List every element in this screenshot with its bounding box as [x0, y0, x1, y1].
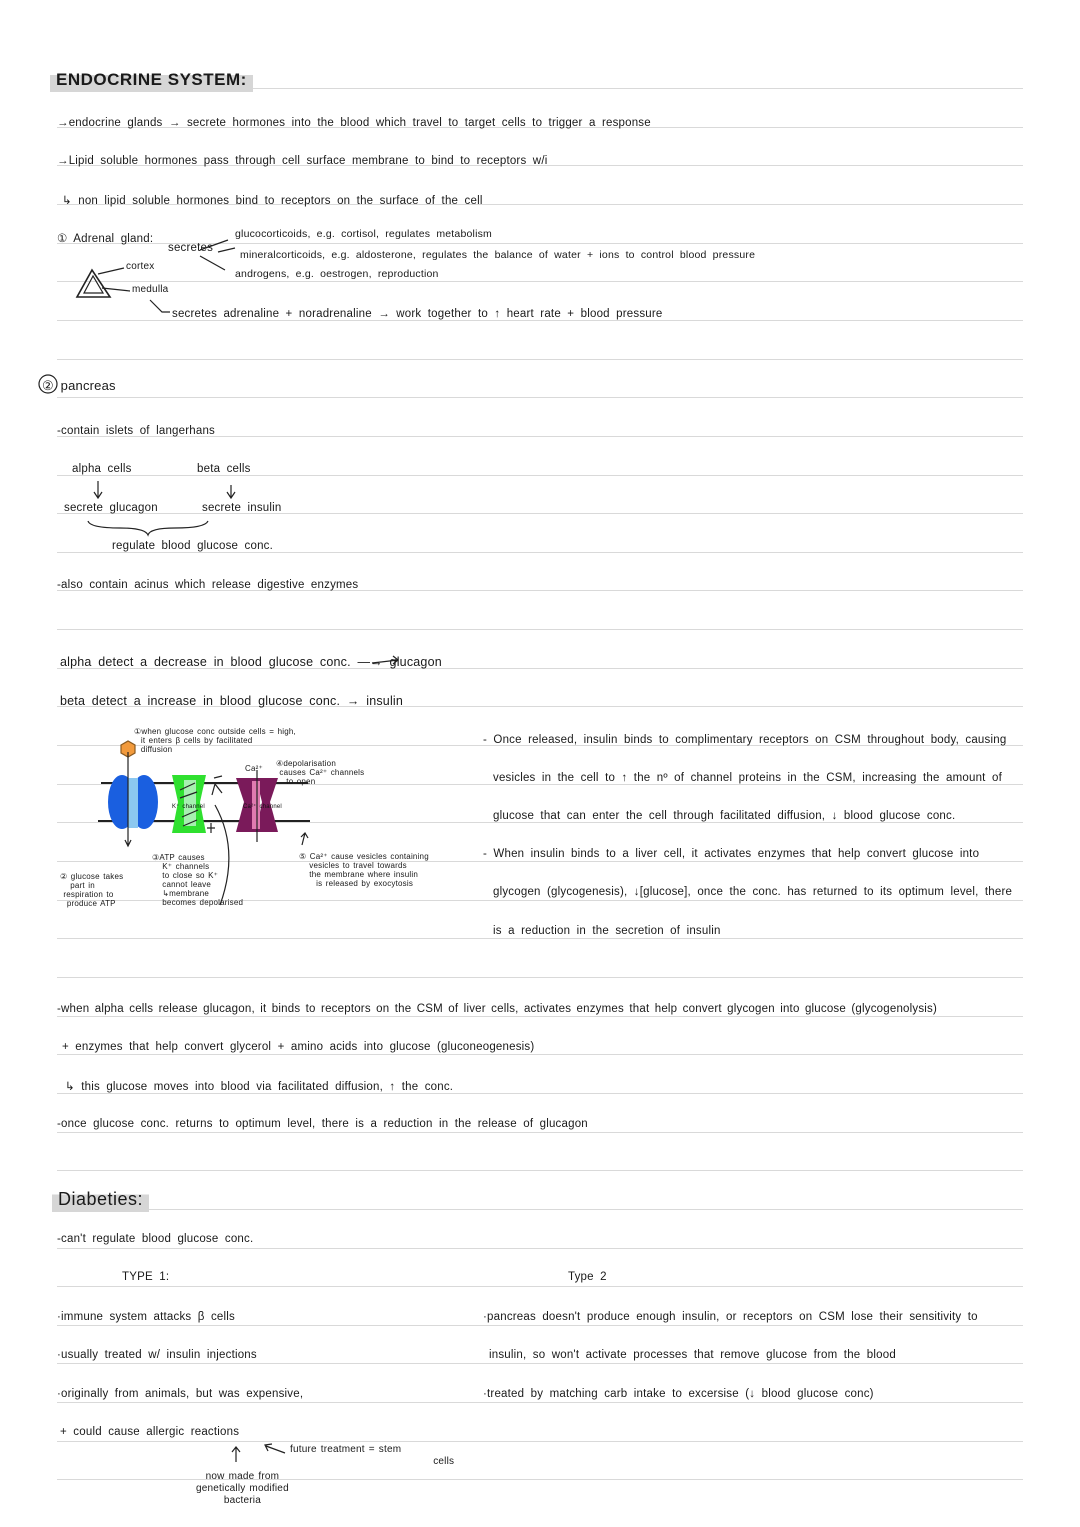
diagram-step-1: ①when glucose conc outside cells = high, it enters β cells by facilitated diffusion — [134, 727, 296, 754]
diagram-step-2: ② glucose takes part in respiration to produce ATP — [60, 872, 124, 908]
intro-line: →endocrine glands → secrete hormones into the blood which travel to target cells to trigger a response — [57, 117, 651, 129]
medulla-secretes: secretes adrenaline + noradrenaline → work together to ↑ heart rate + blood pressure — [172, 308, 663, 320]
diagram-step-3: ③ATP causes K⁺ channels to close so K⁺ cannot leave ↳membrane becomes depolarised — [152, 853, 244, 907]
type2-item: ·pancreas doesn't produce enough insulin, or receptors on CSM lose their sensitivity to — [483, 1311, 978, 1323]
adrenal-branch: mineralcorticoids, e.g. aldosterone, regulates the balance of water + ions to control blood pressure — [240, 249, 756, 261]
type1-title: TYPE 1: — [122, 1271, 170, 1283]
now-made-note: now made from genetically modified bacteria — [196, 1471, 289, 1506]
alpha-cells: alpha cells — [72, 463, 132, 475]
glucagon-note: -when alpha cells release glucagon, it binds to receptors on the CSM of liver cells, activates enzymes that help convert glycogen into glucose (glycogenolysis) — [57, 1003, 938, 1015]
page-title: ENDOCRINE SYSTEM: — [50, 68, 253, 92]
glucagon-note: -once glucose conc. returns to optimum level, there is a reduction in the release of glucagon — [57, 1118, 588, 1130]
type1-item: ·immune system attacks β cells — [57, 1311, 235, 1323]
diabetes-heading: Diabeties: — [52, 1187, 149, 1212]
type2-title: Type 2 — [568, 1271, 607, 1283]
beta-detect: beta detect a increase in blood glucose conc. → insulin — [60, 694, 404, 708]
intro-line: →Lipid soluble hormones pass through cell surface membrane to bind to receptors w/i — [57, 155, 548, 167]
arrow-icon — [301, 833, 308, 845]
intro-line: ↳ non lipid soluble hormones bind to receptors on the surface of the cell — [62, 195, 483, 207]
diagram-step-5: ⑤ Ca²⁺ cause vesicles containing vesicles to travel towards the membrane where insulin is released by exocytosis — [299, 852, 429, 888]
type1-item: + could cause allergic reactions — [60, 1426, 240, 1438]
insulin-note: is a reduction in the secretion of insulin — [493, 925, 721, 937]
alpha-secrete: secrete glucagon — [64, 502, 158, 514]
pancreas-heading: ② pancreas — [42, 378, 116, 393]
insulin-note: vesicles in the cell to ↑ the nº of channel proteins in the CSM, increasing the amount of — [493, 772, 1002, 784]
future-treatment-note: future treatment = stem cells — [290, 1444, 455, 1467]
adrenal-branch: androgens, e.g. oestrogen, reproduction — [235, 268, 439, 280]
insulin-note: - When insulin binds to a liver cell, it activates enzymes that help convert glucose into — [483, 848, 980, 860]
alpha-detect: alpha detect a decrease in blood glucose conc. —→ glucagon — [60, 655, 442, 669]
type2-item: insulin, so won't activate processes that remove glucose from the blood — [489, 1349, 896, 1361]
arrow-icon — [232, 1447, 240, 1462]
beta-cells: beta cells — [197, 463, 251, 475]
regulate-text: regulate blood glucose conc. — [112, 540, 274, 552]
glucose-transporter — [108, 752, 158, 846]
type2-item: ·treated by matching carb intake to excersise (↓ blood glucose conc) — [483, 1388, 874, 1400]
adrenal-secretes: secretes — [168, 242, 214, 254]
type1-item: ·originally from animals, but was expensive, — [57, 1388, 304, 1400]
arrow-icon — [94, 481, 235, 498]
cortex-label: cortex — [126, 261, 155, 272]
diagram-step-4: ④depolarisation causes Ca²⁺ channels to open — [276, 759, 365, 786]
diabetes-intro: -can't regulate blood glucose conc. — [57, 1233, 254, 1245]
ca-ion-label: Ca²⁺ — [245, 764, 263, 773]
glucagon-note: ↳ this glucose moves into blood via facilitated diffusion, ↑ the conc. — [65, 1081, 454, 1093]
islets-text: -contain islets of langerhans — [57, 425, 215, 437]
adrenal-heading: ① Adrenal gland: — [57, 233, 154, 245]
beta-secrete: secrete insulin — [202, 502, 282, 514]
arrow-icon — [265, 1444, 285, 1453]
ca-channel-label: Ca²⁺ channel — [243, 804, 282, 810]
k-channel-label: K⁺ channel — [172, 804, 205, 810]
insulin-note: glucose that can enter the cell through facilitated diffusion, ↓ blood glucose conc. — [493, 810, 956, 822]
insulin-note: glycogen (glycogenesis), ↓[glucose], once the conc. has returned to its optimum level, there — [493, 886, 1013, 898]
insulin-note: - Once released, insulin binds to complimentary receptors on CSM throughout body, causing — [483, 734, 1007, 746]
adrenal-gland-icon — [77, 268, 130, 297]
acinus-text: -also contain acinus which release digestive enzymes — [57, 579, 359, 591]
adrenal-branch: glucocorticoids, e.g. cortisol, regulates metabolism — [235, 228, 493, 240]
medulla-label: medulla — [132, 284, 169, 295]
glucagon-note: + enzymes that help convert glycerol + amino acids into glucose (gluconeogenesis) — [62, 1041, 535, 1053]
brace-icon — [88, 521, 208, 535]
type1-item: ·usually treated w/ insulin injections — [57, 1349, 257, 1361]
